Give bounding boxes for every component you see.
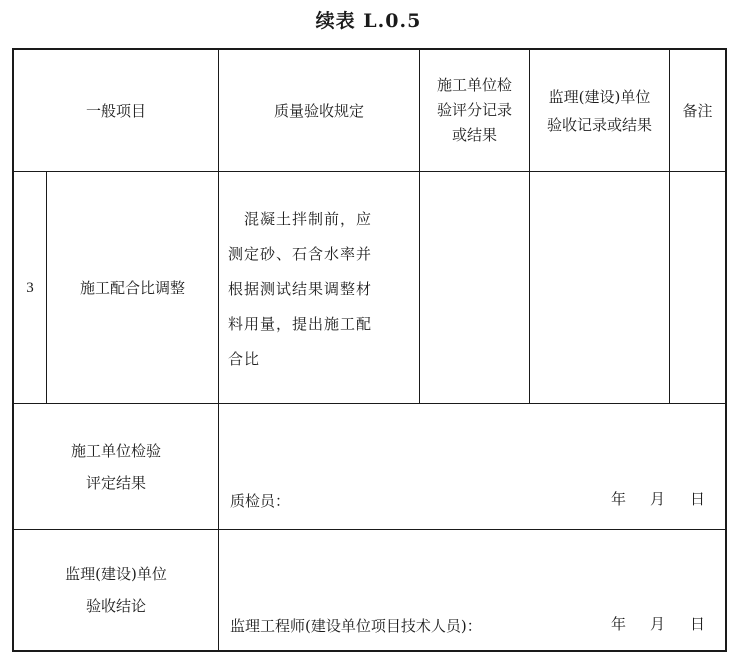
row-number: 3	[26, 279, 34, 296]
inspector-signature-label: 质检员：	[230, 492, 291, 510]
supervisor-conclusion-label: 监理(建设)单位 验收结论	[65, 565, 167, 615]
header-quality-rule: 质量验收规定	[273, 101, 364, 120]
table-border-bottom	[12, 650, 727, 652]
constructor-result-label: 施工单位检验 评定结果	[70, 441, 161, 492]
row-item-name: 施工配合比调整	[79, 278, 185, 297]
supervisor-signature-label: 监理工程师(建设单位项目技术人员)：	[230, 617, 482, 635]
header-remarks: 备注	[682, 101, 713, 120]
constructor-date-month: 月	[650, 490, 666, 508]
supervisor-date-month: 月	[650, 615, 666, 633]
table-title: 续表 L.0.5	[315, 10, 422, 32]
constructor-date-day: 日	[690, 490, 706, 508]
row-rule-text: 混凝土拌制前，应 测定砂、石含水率并 根据测试结果调整材 料用量，提出施工配 合比	[228, 210, 373, 368]
supervisor-date-day: 日	[690, 615, 706, 633]
header-general-item: 一般项目	[85, 101, 146, 120]
header-constructor-record: 施工单位检 验评分记录 或结果	[436, 76, 512, 144]
supervisor-date-year: 年	[611, 615, 627, 633]
constructor-date-year: 年	[611, 490, 627, 508]
header-supervisor-record: 监理(建设)单位 验收记录或结果	[546, 87, 652, 134]
table-border-right	[725, 48, 727, 652]
